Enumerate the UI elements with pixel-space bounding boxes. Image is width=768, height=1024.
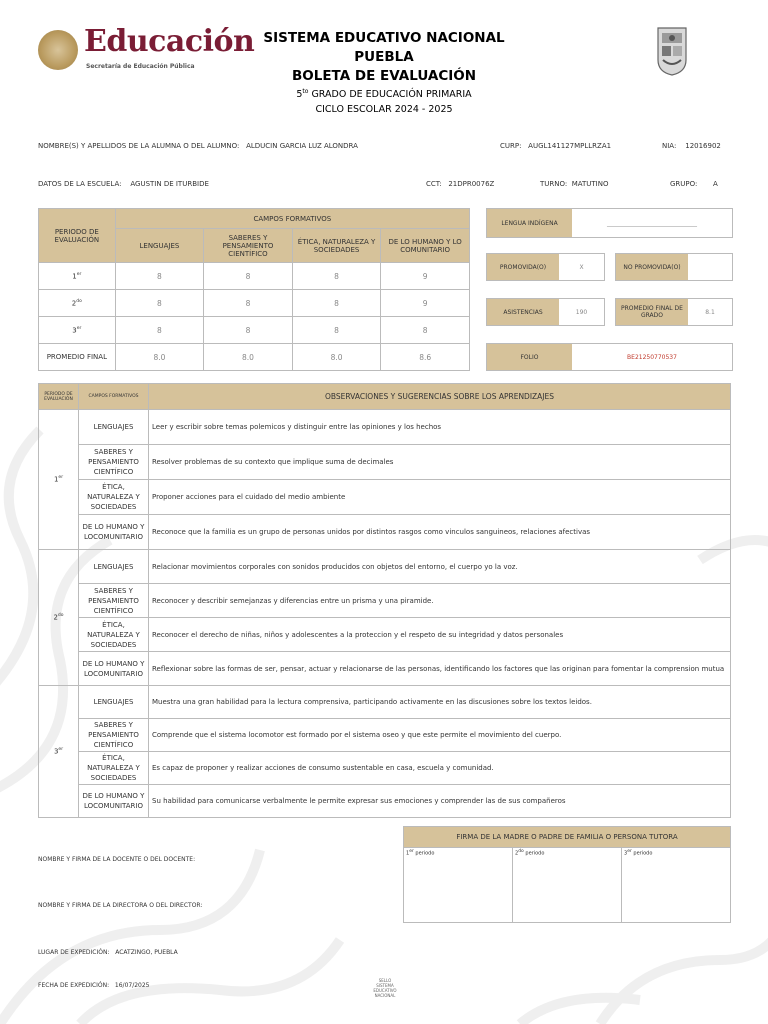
period-label: 3er	[39, 317, 116, 344]
nia-row	[662, 142, 721, 150]
obs-field: SABERES Y PENSAMIENTO CIENTÍFICO	[79, 719, 149, 752]
turno-value: MATUTINO	[571, 180, 609, 188]
nia-value: 12016902	[685, 142, 721, 150]
student-name-label: NOMBRE(S) Y APELLIDOS DE LA ALUMNA O DEL ALUMNO:	[38, 142, 240, 150]
no-promovida-label: NO PROMOVIDA(O)	[616, 254, 688, 280]
obs-row	[39, 550, 731, 584]
parent-signature-table	[403, 826, 731, 923]
obs-row	[39, 515, 731, 550]
grade-cell: 9	[381, 263, 470, 290]
title-line-3: BOLETA DE EVALUACIÓN	[291, 68, 477, 84]
final-label: PROMEDIO FINAL	[39, 344, 116, 371]
obs-text: Resolver problemas de su contexto que implique suma de decimales	[149, 445, 731, 480]
obs-text: Su habilidad para comunicarse verbalmente le permite expresar sus emociones y comprender las de sus compañeros	[149, 785, 731, 818]
lengua-indigena-box	[486, 208, 733, 238]
lugar-label: LUGAR DE EXPEDICIÓN:	[38, 949, 110, 956]
cct-label: CCT:	[426, 180, 442, 188]
obs-text: Reflexionar sobre las formas de ser, pensar, actuar y relacionarse de las personas, identificando los factores que las originan para fomentar la comprension mutua	[149, 652, 731, 686]
obs-text: Es capaz de proponer y realizar acciones de consumo sustentable en casa, escuela y comunidad.	[149, 752, 731, 785]
docente-signature-label: NOMBRE Y FIRMA DE LA DOCENTE O DEL DOCENTE:	[38, 856, 196, 863]
obs-field: LENGUAJES	[79, 550, 149, 584]
curp-row	[500, 142, 611, 150]
grade-suffix: to	[302, 88, 309, 95]
obs-row	[39, 652, 731, 686]
obs-row	[39, 445, 731, 480]
turno-label: TURNO:	[540, 180, 568, 188]
grade-cell: 8	[204, 290, 293, 317]
grade-cell: 8	[292, 263, 381, 290]
grade-number: 5	[296, 89, 303, 101]
firma-title: FIRMA DE LA MADRE O PADRE DE FAMILIA O PERSONA TUTORA	[404, 827, 731, 848]
obs-period-label: 3er	[39, 686, 79, 818]
asistencias-box	[486, 298, 605, 326]
final-cell: 8.6	[381, 344, 470, 371]
school-row	[38, 180, 209, 188]
grade-cell: 9	[381, 290, 470, 317]
grade-cell: 8	[115, 317, 204, 344]
folio-label: FOLIO	[487, 344, 572, 370]
period-label: $2^{do}$	[39, 290, 116, 317]
obs-field: ÉTICA, NATURALEZA Y SOCIEDADES	[79, 752, 149, 785]
obs-field: LENGUAJES	[79, 686, 149, 719]
obs-text: Proponer acciones para el cuidado del medio ambiente	[149, 480, 731, 515]
lugar-value: ACATZINGO, PUEBLA	[115, 949, 178, 956]
promedio-value: 8.1	[705, 308, 715, 316]
final-cell: 8.0	[115, 344, 204, 371]
signature-cell-3: 3er periodo	[622, 848, 731, 923]
col-header-lenguajes: LENGUAJES	[115, 229, 204, 263]
title-line-1: SISTEMA EDUCATIVO NACIONAL	[263, 30, 505, 46]
campos-header: CAMPOS FORMATIVOS	[115, 209, 469, 229]
final-average-row	[39, 344, 470, 371]
student-name: ALDUCIN GARCIA LUZ ALONDRA	[246, 142, 358, 150]
obs-field: DE LO HUMANO Y LOCOMUNITARIO	[79, 785, 149, 818]
obs-row	[39, 686, 731, 719]
grade-cell: 8	[115, 290, 204, 317]
school-cycle: CICLO ESCOLAR 2024 - 2025	[315, 104, 453, 115]
obs-text: Reconocer y describir semejanzas y diferencias entre un prisma y una piramide.	[149, 584, 731, 618]
logo-subtitle: Secretaría de Educación Pública	[86, 63, 195, 70]
obs-period-label: $2^{do}$	[39, 550, 79, 686]
col-header-humano: DE LO HUMANO Y LO COMUNITARIO	[381, 229, 470, 263]
obs-row	[39, 719, 731, 752]
col-header-saberes: SABERES Y PENSAMIENTO CIENTÍFICO	[204, 229, 293, 263]
obs-field: DE LO HUMANO Y LOCOMUNITARIO	[79, 652, 149, 686]
obs-row	[39, 752, 731, 785]
no-promovida-value	[688, 254, 732, 280]
obs-text: Relacionar movimientos corporales con sonidos producidos con objetos del entorno, el cuerpo yo la voz.	[149, 550, 731, 584]
curp-label: CURP:	[500, 142, 522, 150]
signature-cell-1: 1er periodo	[404, 848, 513, 923]
asistencias-label: ASISTENCIAS	[487, 299, 559, 325]
grupo-row	[670, 180, 718, 188]
obs-field: ÉTICA, NATURALEZA Y SOCIEDADES	[79, 480, 149, 515]
curp-value: AUGL141127MPLLRZA1	[528, 142, 612, 150]
coat-of-arms-icon	[38, 30, 78, 70]
period-header: PERIODO DE EVALUACIÓN	[39, 209, 116, 263]
obs-row	[39, 618, 731, 652]
obs-row	[39, 584, 731, 618]
obs-period-label: 1er	[39, 410, 79, 550]
school-name: AGUSTIN DE ITURBIDE	[130, 180, 209, 188]
state-shield-icon	[655, 26, 689, 76]
grade-cell: 8	[204, 263, 293, 290]
promedio-label: PROMEDIO FINAL DE GRADO	[616, 299, 688, 325]
grade-row	[39, 317, 470, 344]
cct-value: 21DPR0076Z	[448, 180, 495, 188]
final-cell: 8.0	[292, 344, 381, 371]
title-line-2: PUEBLA	[354, 49, 414, 65]
grade-text: GRADO DE EDUCACIÓN PRIMARIA	[311, 89, 472, 101]
director-signature-label: NOMBRE Y FIRMA DE LA DIRECTORA O DEL DIRECTOR:	[38, 902, 203, 909]
promovida-label: PROMOVIDA(O)	[487, 254, 559, 280]
obs-row	[39, 785, 731, 818]
official-seal: SELLO SISTEMA EDUCATIVO NACIONAL	[373, 978, 397, 998]
grupo-label: GRUPO:	[670, 180, 698, 188]
obs-field: SABERES Y PENSAMIENTO CIENTÍFICO	[79, 584, 149, 618]
obs-text: Leer y escribir sobre temas polemicos y distinguir entre las opiniones y los hechos	[149, 410, 731, 445]
document-title	[200, 29, 568, 86]
lugar-row	[38, 949, 178, 956]
grade-cell: 8	[292, 290, 381, 317]
no-promovida-box	[615, 253, 733, 281]
lengua-label: LENGUA INDÍGENA	[487, 209, 572, 237]
folio-box	[486, 343, 733, 371]
obs-row	[39, 410, 731, 445]
promedio-box	[615, 298, 733, 326]
asistencias-value: 190	[575, 308, 588, 316]
student-name-row	[38, 142, 358, 150]
fecha-row	[38, 982, 150, 989]
obs-field: LENGUAJES	[79, 410, 149, 445]
col-header-etica: ÉTICA, NATURALEZA Y SOCIEDADES	[292, 229, 381, 263]
grades-table	[38, 208, 470, 371]
obs-text: Comprende que el sistema locomotor est formado por el sistema oseo y que este permite el movimiento del cuerpo.	[149, 719, 731, 752]
fecha-label: FECHA DE EXPEDICIÓN:	[38, 982, 110, 989]
school-label: DATOS DE LA ESCUELA:	[38, 180, 122, 188]
grupo-value: A	[712, 180, 718, 188]
grade-line	[200, 88, 568, 100]
logo-wordmark: Educación	[84, 24, 255, 59]
obs-field: ÉTICA, NATURALEZA Y SOCIEDADES	[79, 618, 149, 652]
nia-label: NIA:	[662, 142, 677, 150]
final-cell: 8.0	[204, 344, 293, 371]
obs-period-header: PERIODO DE EVALUACIÓN	[39, 384, 79, 410]
obs-text: Reconoce que la familia es un grupo de personas unidos por distintos rasgos como vinculos sanguineos, relaciones afectivas	[149, 515, 731, 550]
observations-table	[38, 383, 731, 818]
turno-row	[540, 180, 608, 188]
folio-value: BE21250770537	[627, 353, 677, 361]
grade-row	[39, 290, 470, 317]
lengua-value: ______________________________	[607, 219, 697, 227]
cct-row	[426, 180, 494, 188]
obs-text: Muestra una gran habilidad para la lectura comprensiva, participando activamente en las discusiones sobre los textos leidos.	[149, 686, 731, 719]
grade-cell: 8	[204, 317, 293, 344]
obs-row	[39, 480, 731, 515]
obs-title: OBSERVACIONES Y SUGERENCIAS SOBRE LOS APRENDIZAJES	[149, 384, 731, 410]
obs-field: DE LO HUMANO Y LOCOMUNITARIO	[79, 515, 149, 550]
grade-cell: 8	[115, 263, 204, 290]
fecha-value: 16/07/2025	[114, 982, 150, 989]
obs-field: SABERES Y PENSAMIENTO CIENTÍFICO	[79, 445, 149, 480]
obs-campos-header: CAMPOS FORMATIVOS	[79, 384, 149, 410]
grade-row	[39, 263, 470, 290]
signature-cell-2: $2^{do}$ periodo	[513, 848, 622, 923]
obs-text: Reconocer el derecho de niñas, niños y adolescentes a la proteccion y el respeto de su integridad y datos personales	[149, 618, 731, 652]
grade-cell: 8	[292, 317, 381, 344]
period-label: 1er	[39, 263, 116, 290]
promovida-box	[486, 253, 605, 281]
promovida-value: X	[579, 263, 584, 271]
grade-cell: 8	[381, 317, 470, 344]
